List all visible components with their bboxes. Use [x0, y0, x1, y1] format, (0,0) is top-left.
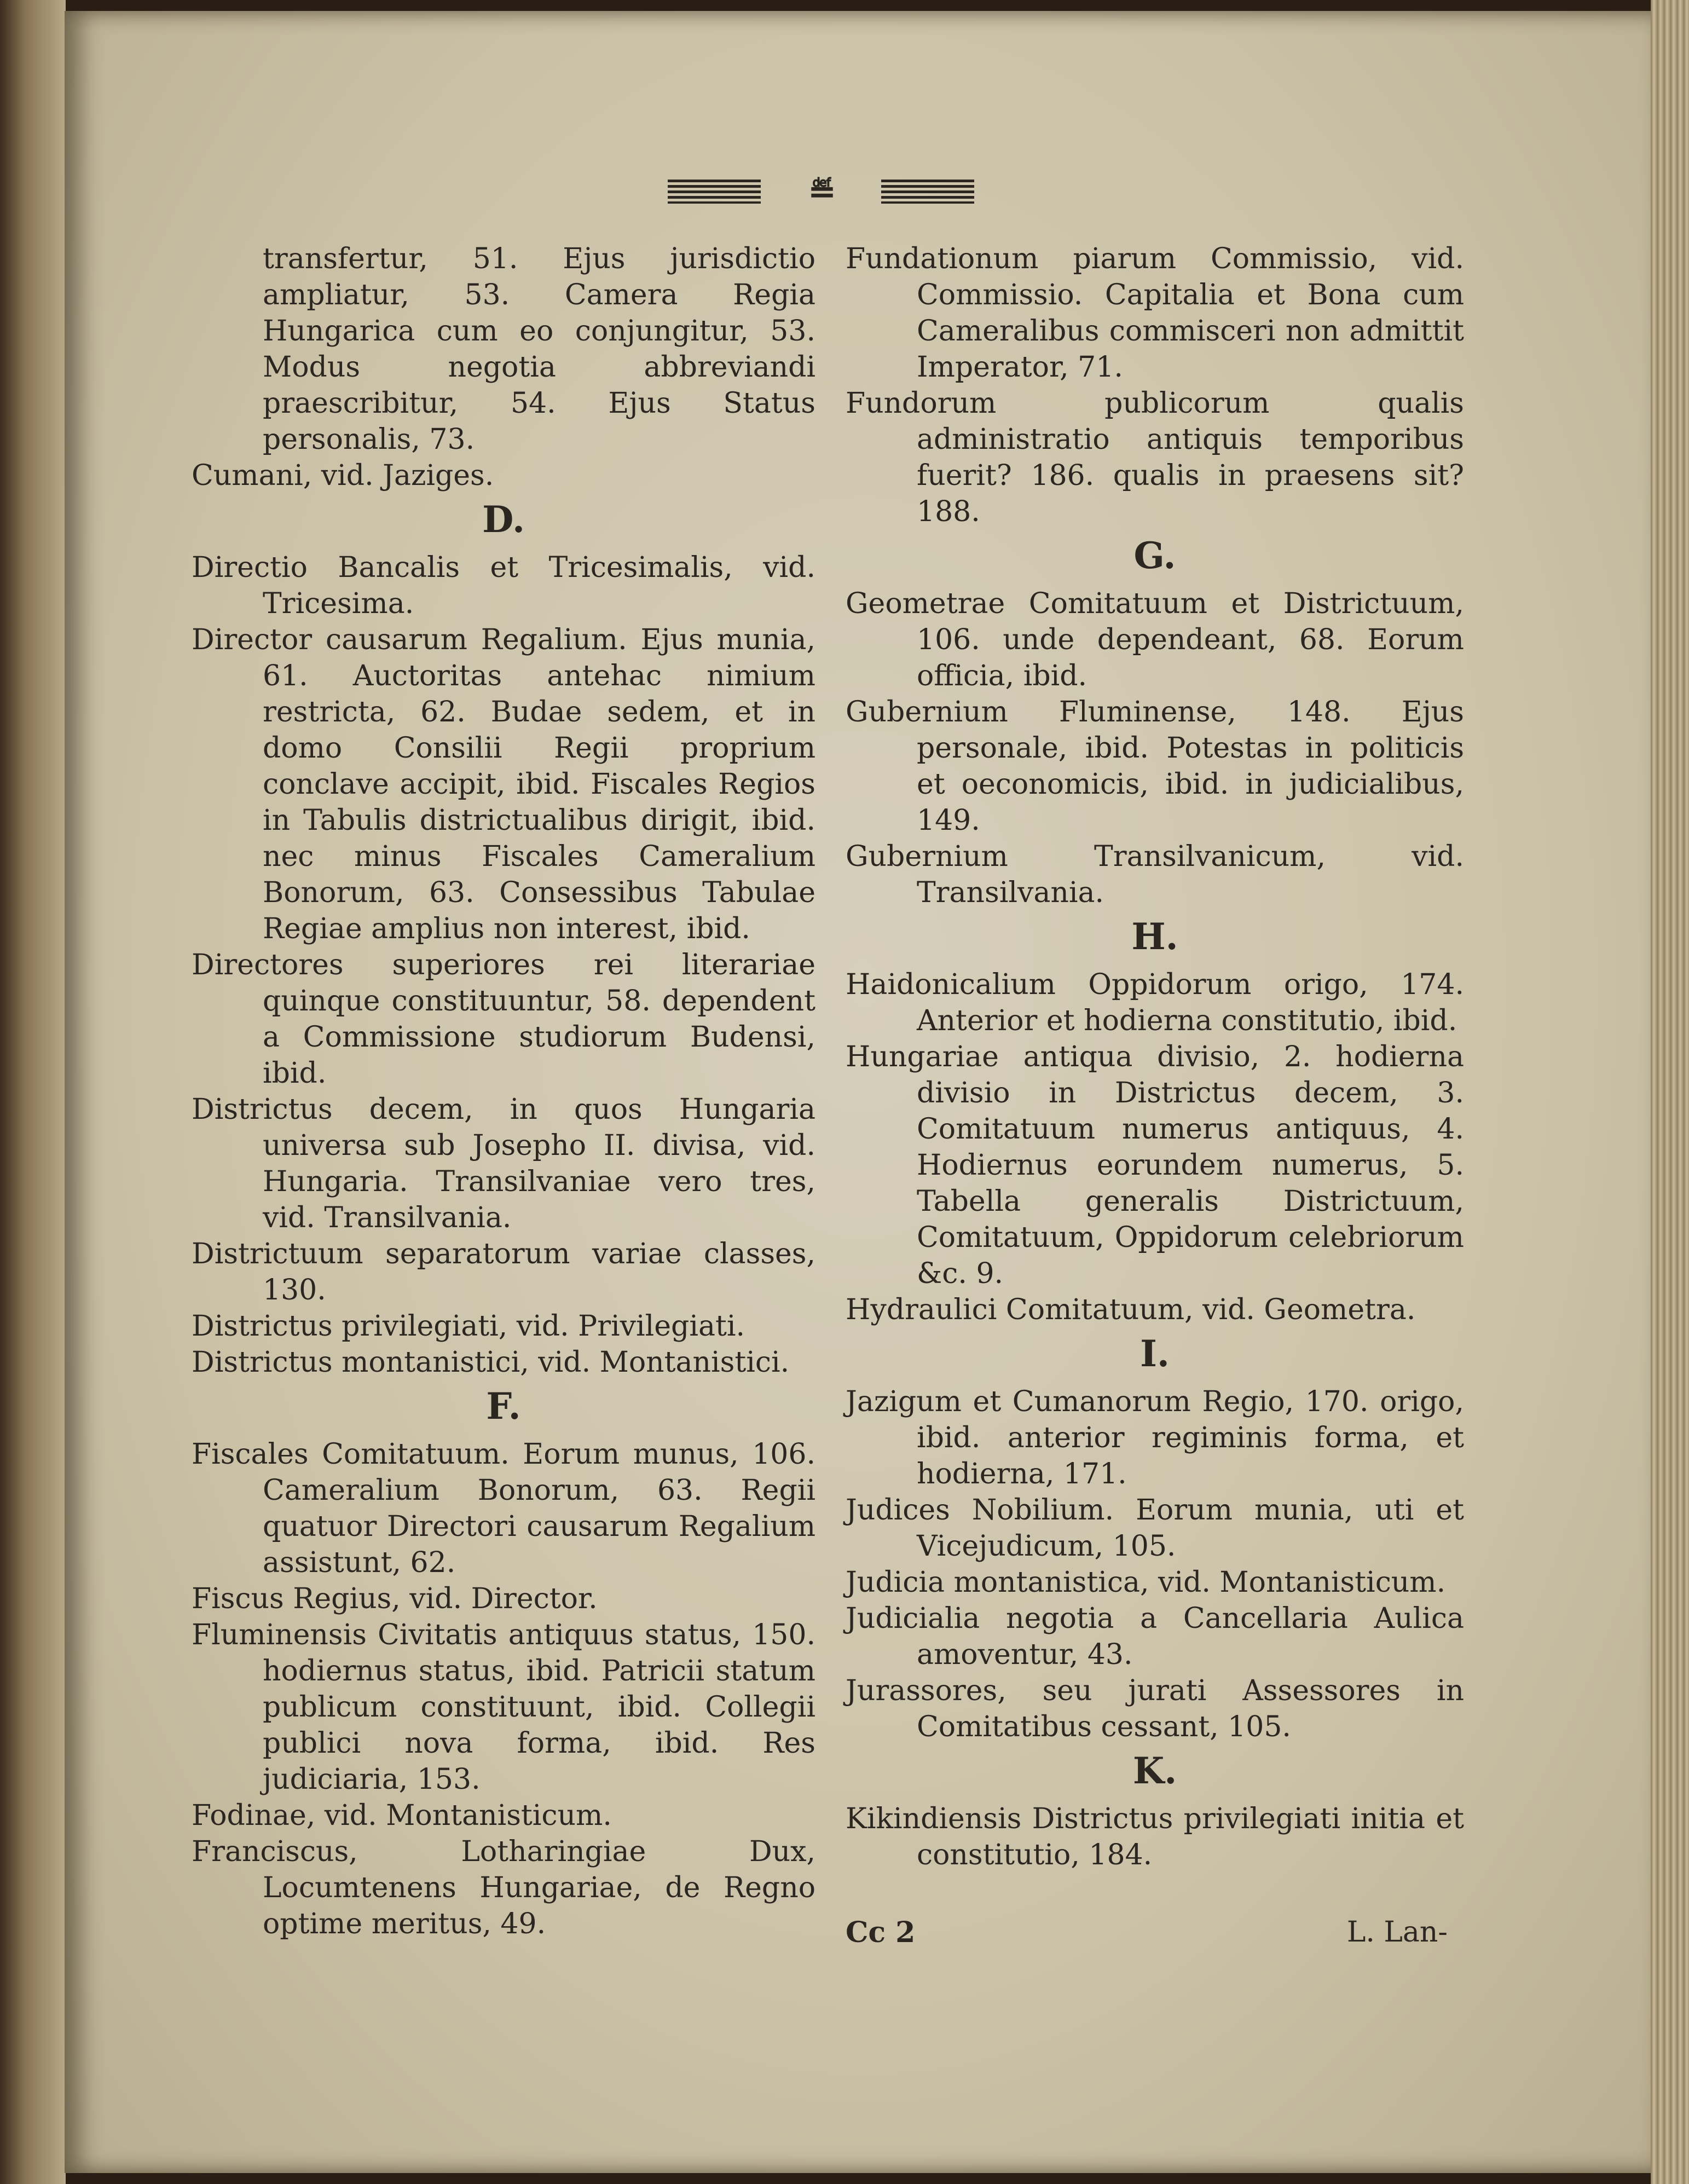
section-letter-k: K. [1132, 1749, 1177, 1792]
index-entry: Cumani, vid. Jaziges. [192, 459, 494, 492]
index-entry: Judicia montanistica, vid. Montanisticum. [846, 1566, 1446, 1599]
index-entry: Jazigum et Cumanorum Regio, 170. origo, ibid. anterior regiminis forma, et hodierna, 171. [846, 1385, 1464, 1490]
index-entry: Hungariae antiqua divisio, 2. hodierna divisio in Districtus decem, 3. Comitatuum numerus antiquus, 4. Hodiernus eorundem numerus, 5. Tabella generalis Districtuum, Comitatuum, Oppidorum celebriorum &c. 9. [846, 1041, 1464, 1290]
header-ornament [668, 170, 974, 213]
catchword: L. Lan- [1346, 1916, 1448, 1949]
index-entry: Gubernium Fluminense, 148. Ejus personale, ibid. Potestas in politicis et oeconomicis, ibid. in judicialibus, 149. [846, 696, 1464, 837]
index-entry: Fiscus Regius, vid. Director. [192, 1582, 598, 1615]
section-letter-f: F. [486, 1385, 521, 1428]
signature-mark: Cc 2 [846, 1916, 916, 1949]
page-fore-edge [1651, 0, 1689, 2184]
index-entry: Fiscales Comitatuum. Eorum munus, 106. Cameralium Bonorum, 63. Regii quatuor Directori causarum Regalium assistunt, 62. [192, 1438, 815, 1579]
index-entry: Geometrae Comitatuum et Districtuum, 106. unde dependeant, 68. Eorum officia, ibid. [846, 587, 1464, 692]
index-entry: Fundorum publicorum qualis administratio antiquis temporibus fuerit? 186. qualis in praesens sit? 188. [846, 387, 1464, 528]
ornament-right-rule [881, 180, 974, 204]
facing-page-edge [0, 0, 66, 2184]
index-entry: Fundationum piarum Commissio, vid. Commissio. Capitalia et Bona cum Cameralibus commisceri non admittit Imperator, 71. [846, 242, 1464, 384]
right-column [846, 241, 1464, 1873]
index-entry: Districtuum separatorum variae classes, 130. [192, 1238, 815, 1307]
page-footer [846, 1916, 1464, 1949]
index-entry: Franciscus, Lotharingiae Dux, Locumtenens Hungariae, de Regno optime meritus, 49. [192, 1835, 815, 1940]
left-column [192, 241, 815, 1942]
section-letter-h: H. [1131, 915, 1178, 958]
index-entry: Districtus decem, in quos Hungaria universa sub Josepho II. divisa, vid. Hungaria. Transilvaniae vero tres, vid. Transilvania. [192, 1093, 815, 1234]
continued-entry: transfertur, 51. Ejus jurisdictio ampliatur, 53. Camera Regia Hungarica cum eo conjungitur, 53. Modus negotia abbreviandi praescribitur, 54. Ejus Status personalis, 73. [263, 242, 815, 456]
ornament-center-glyph: ≝ [808, 172, 834, 211]
index-entry: Districtus montanistici, vid. Montanistici. [192, 1346, 790, 1379]
section-letter-g: G. [1133, 534, 1176, 577]
index-entry: Hydraulici Comitatuum, vid. Geometra. [846, 1293, 1416, 1326]
index-entry: Jurassores, seu jurati Assessores in Comitatibus cessant, 105. [846, 1674, 1464, 1743]
index-entry: Kikindiensis Districtus privilegiati initia et constitutio, 184. [846, 1802, 1464, 1871]
index-entry: Director causarum Regalium. Ejus munia, 61. Auctoritas antehac nimium restricta, 62. Budae sedem, et in domo Consilii Regii proprium conclave accipit, ibid. Fiscales Regios in Tabulis districtualibus dirigit, ibid. nec minus Fiscales Cameralium Bonorum, 63. Consessibus Tabulae Regiae amplius non interest, ibid. [192, 623, 815, 945]
index-entry: Judices Nobilium. Eorum munia, uti et Vicejudicum, 105. [846, 1494, 1464, 1563]
section-letter-i: I. [1140, 1332, 1170, 1375]
index-entry: Directio Bancalis et Tricesimalis, vid. Tricesima. [192, 551, 815, 620]
index-entry: Directores superiores rei literariae quinque constituuntur, 58. dependent a Commissione studiorum Budensi, ibid. [192, 949, 815, 1090]
index-entry: Gubernium Transilvanicum, vid. Transilvania. [846, 840, 1464, 909]
index-entry: Districtus privilegiati, vid. Privilegiati. [192, 1310, 745, 1343]
ornament-left-rule [668, 180, 761, 204]
index-entry: Fodinae, vid. Montanisticum. [192, 1799, 612, 1832]
index-entry: Fluminensis Civitatis antiquus status, 150. hodiernus status, ibid. Patricii statum publicum constituunt, ibid. Collegii publici nova forma, ibid. Res judiciaria, 153. [192, 1619, 815, 1796]
index-entry: Judicialia negotia a Cancellaria Aulica amoventur, 43. [846, 1602, 1464, 1671]
index-entry: Haidonicalium Oppidorum origo, 174. Anterior et hodierna constitutio, ibid. [846, 968, 1464, 1037]
section-letter-d: D. [482, 498, 525, 541]
